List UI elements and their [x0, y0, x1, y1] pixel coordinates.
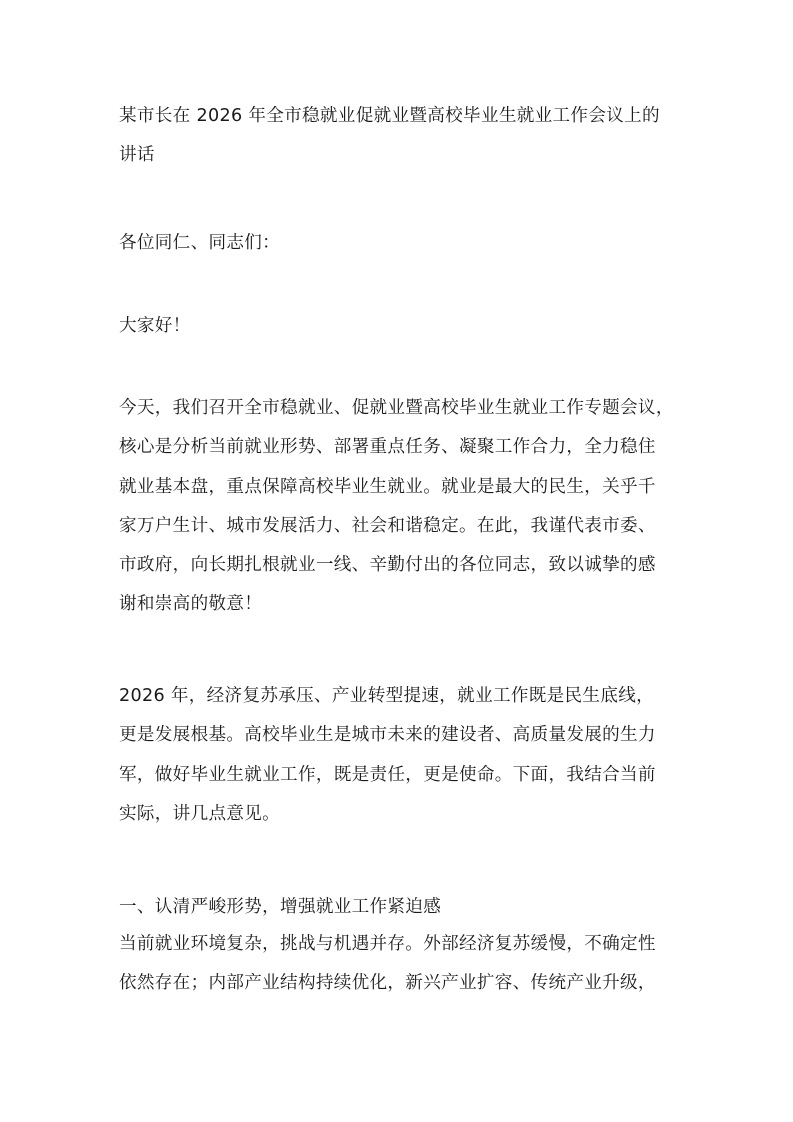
salutation-text: 各位同仁、同志们： [119, 233, 281, 253]
paragraph-line: 家万户生计、城市发展活力、社会和谐稳定。在此，我谨代表市委、 [119, 515, 656, 536]
paragraph-line: 2026 年，经济复苏承压、产业转型提速，就业工作既是民生底线， [119, 686, 655, 706]
greeting [119, 307, 679, 346]
section-heading: 一、认清严峻形势，增强就业工作紧迫感 [119, 897, 442, 917]
greeting-text: 大家好！ [119, 316, 191, 336]
paragraph-line: 当前就业环境复杂，挑战与机遇并存。外部经济复苏缓慢，不确定性 [119, 934, 656, 954]
paragraph-opening [119, 389, 679, 625]
salutation [119, 224, 679, 263]
section-one [119, 889, 679, 1004]
paragraph-line: 核心是分析当前就业形势、部署重点任务、凝聚工作合力，全力稳住 [119, 437, 656, 458]
paragraph-context [119, 677, 679, 834]
paragraph-line: 谢和崇高的敬意！ [119, 594, 263, 615]
paragraph-line: 今天，我们召开全市稳就业、促就业暨高校毕业生就业工作专题会议， [119, 398, 674, 418]
paragraph-line: 市政府，向长期扎根就业一线、辛勤付出的各位同志，致以诚挚的感 [119, 555, 656, 576]
title-line: 讲话 [119, 145, 155, 166]
title-line: 某市长在 2026 年全市稳就业促就业暨高校毕业生就业工作会议上的 [119, 106, 660, 126]
speech-title [119, 97, 679, 176]
paragraph-line: 依然存在；内部产业结构持续优化，新兴产业扩容、传统产业升级， [119, 973, 656, 994]
paragraph-line: 实际，讲几点意见。 [119, 803, 281, 824]
paragraph-line: 就业基本盘，重点保障高校毕业生就业。就业是最大的民生，关乎千 [119, 476, 656, 497]
paragraph-line: 军，做好毕业生就业工作，既是责任，更是使命。下面，我结合当前 [119, 764, 656, 785]
paragraph-line: 更是发展根基。高校毕业生是城市未来的建设者、高质量发展的生力 [119, 725, 656, 746]
